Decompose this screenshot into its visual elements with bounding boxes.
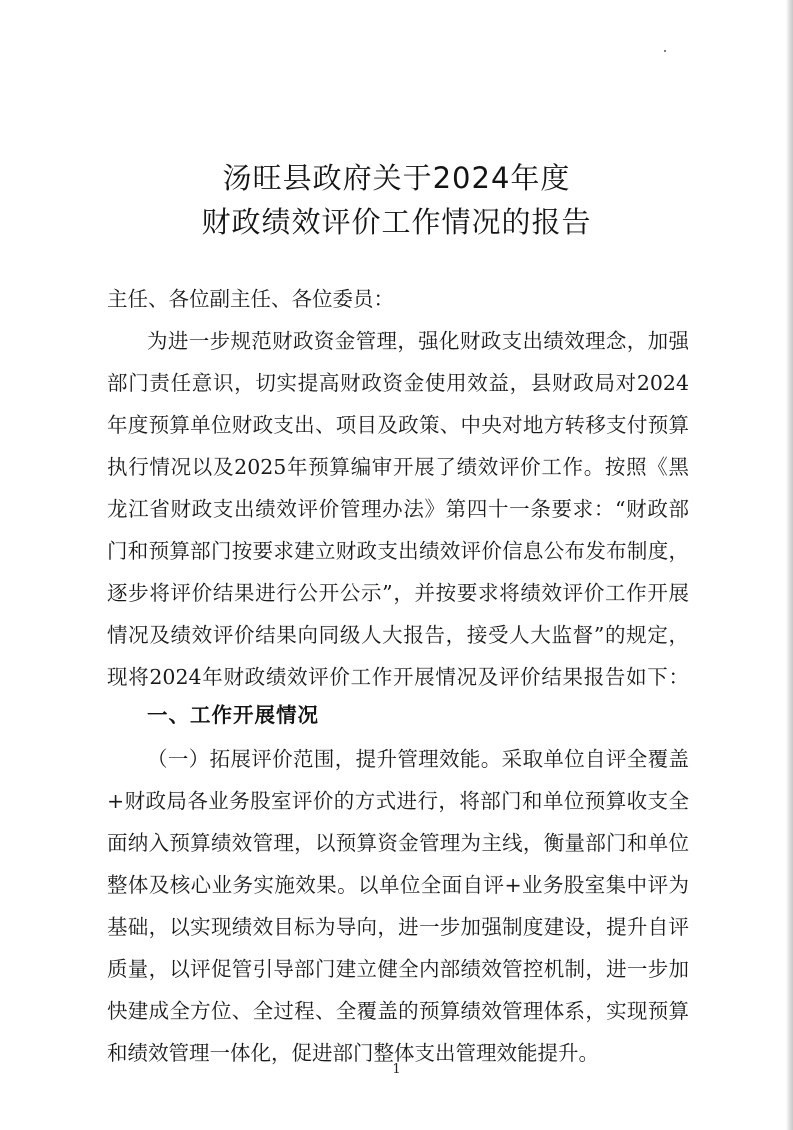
intro-line: 部门责任意识，切实提高财政资金使用效益，县财政局对2024 bbox=[107, 371, 689, 395]
section-line: 面纳入预算绩效管理，以预算资金管理为主线，衡量部门和单位 bbox=[107, 831, 689, 855]
intro-line: 为进一步规范财政资金管理，强化财政支出绩效理念，加强 bbox=[147, 329, 689, 353]
section-line: +财政局各业务股室评价的方式进行，将部门和单位预算收支全 bbox=[107, 789, 689, 813]
intro-line: 门和预算部门按要求建立财政支出绩效评价信息公布发布制度， bbox=[107, 539, 689, 563]
section-line: 和绩效管理一体化，促进部门整体支出管理效能提升。 bbox=[107, 1041, 599, 1065]
intro-line: 年度预算单位财政支出、项目及政策、中央对地方转移支付预算 bbox=[107, 413, 689, 437]
section-line: （一）拓展评价范围，提升管理效能。采取单位自评全覆盖 bbox=[147, 747, 689, 771]
intro-line: 龙江省财政支出绩效评价管理办法》第四十一条要求：“财政部 bbox=[107, 497, 689, 521]
scan-speck bbox=[664, 50, 666, 52]
salutation: 主任、各位副主任、各位委员： bbox=[107, 287, 394, 311]
section-line: 整体及核心业务实施效果。以单位全面自评+业务股室集中评为 bbox=[107, 873, 689, 897]
section-line: 基础，以实现绩效目标为导向，进一步加强制度建设，提升自评 bbox=[107, 915, 689, 939]
page-number: 1 bbox=[392, 1062, 401, 1077]
document-title-line-2: 财政绩效评价工作情况的报告 bbox=[201, 205, 592, 239]
intro-line: 执行情况以及2025年预算编审开展了绩效评价工作。按照《黑 bbox=[107, 455, 689, 479]
intro-line: 现将2024年财政绩效评价工作开展情况及评价结果报告如下： bbox=[107, 665, 689, 689]
intro-line: 情况及绩效评价结果向同级人大报告，接受人大监督”的规定， bbox=[107, 623, 689, 647]
section-line: 质量，以评促管引导部门建立健全内部绩效管控机制，进一步加 bbox=[107, 957, 689, 981]
section-heading: 一、工作开展情况 bbox=[147, 703, 319, 727]
intro-line: 逐步将评价结果进行公开公示”，并按要求将绩效评价工作开展 bbox=[107, 581, 689, 605]
document-title-line-1: 汤旺县政府关于2024年度 bbox=[222, 161, 571, 195]
section-line: 快建成全方位、全过程、全覆盖的预算绩效管理体系，实现预算 bbox=[107, 999, 689, 1023]
